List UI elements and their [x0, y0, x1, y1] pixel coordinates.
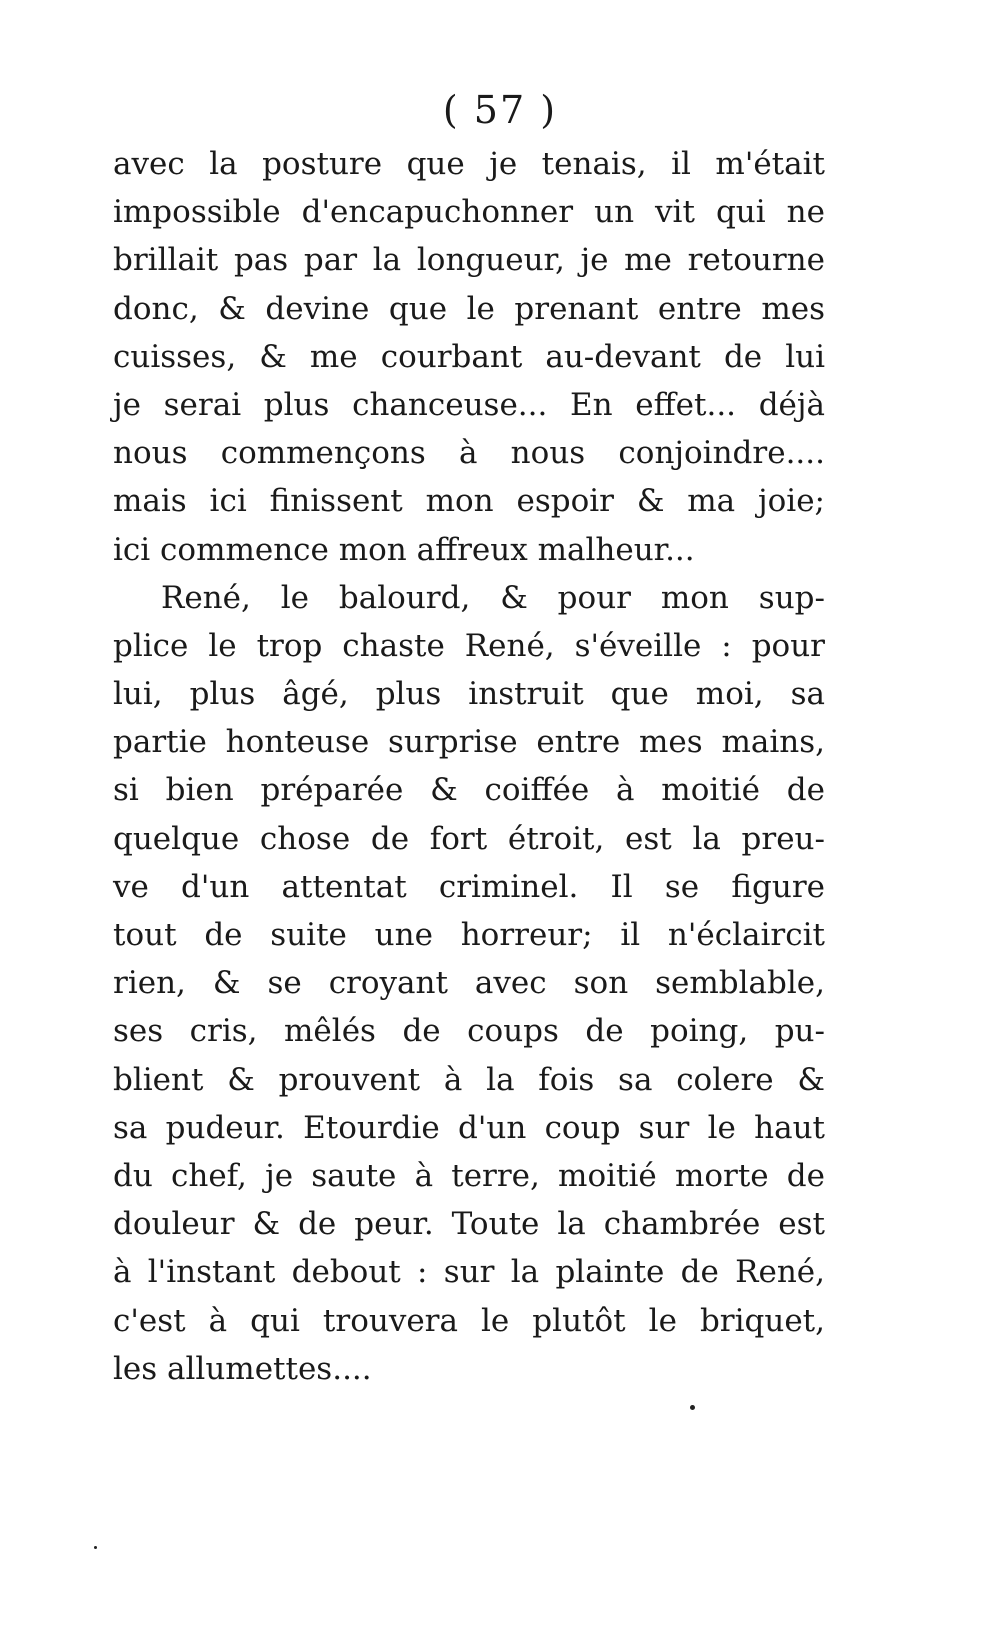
text-line: avec la posture que je tenais, il m'était	[113, 146, 825, 182]
text-line: ve d'un attentat criminel. Il se figure	[113, 868, 825, 905]
text-line: quelque chose de fort étroit, est la preu-	[113, 820, 825, 857]
text-line: tout de suite une horreur; il n'éclaircit	[113, 917, 825, 953]
text-line: je serai plus chanceuse... En effet... déjà	[113, 386, 825, 423]
ink-speck	[690, 1405, 695, 1410]
text-line: nous commençons à nous conjoindre....	[113, 435, 825, 472]
ink-speck	[94, 1546, 97, 1549]
page-number: ( 57 )	[442, 88, 558, 132]
text-line: impossible d'encapuchonner un vit qui ne	[113, 194, 825, 231]
text-line: René, le balourd, & pour mon sup-	[161, 579, 825, 616]
text-line: rien, & se croyant avec son semblable,	[113, 965, 825, 1002]
text-line: les allumettes....	[113, 1350, 372, 1387]
text-line: brillait pas par la longueur, je me retourne	[113, 242, 825, 279]
text-line: cuisses, & me courbant au-devant de lui	[113, 338, 825, 375]
text-line: douleur & de peur. Toute la chambrée est	[113, 1206, 825, 1243]
text-line: donc, & devine que le prenant entre mes	[113, 290, 825, 327]
text-line: ses cris, mêlés de coups de poing, pu-	[113, 1013, 825, 1050]
text-line: à l'instant debout : sur la plainte de René,	[113, 1254, 825, 1291]
text-line: sa pudeur. Etourdie d'un coup sur le haut	[113, 1109, 825, 1146]
text-line: plice le trop chaste René, s'éveille : pour	[113, 627, 825, 664]
text-line: blient & prouvent à la fois sa colere &	[113, 1061, 825, 1098]
text-line: partie honteuse surprise entre mes mains,	[113, 724, 825, 761]
text-line: mais ici finissent mon espoir & ma joie;	[113, 483, 825, 520]
body-text	[113, 140, 825, 1393]
text-line: lui, plus âgé, plus instruit que moi, sa	[113, 676, 825, 713]
text-line: du chef, je saute à terre, moitié morte de	[113, 1157, 825, 1194]
text-line: c'est à qui trouvera le plutôt le briquet,	[113, 1302, 825, 1339]
text-line: si bien préparée & coiffée à moitié de	[113, 772, 825, 809]
text-line: ici commence mon affreux malheur...	[113, 531, 695, 568]
